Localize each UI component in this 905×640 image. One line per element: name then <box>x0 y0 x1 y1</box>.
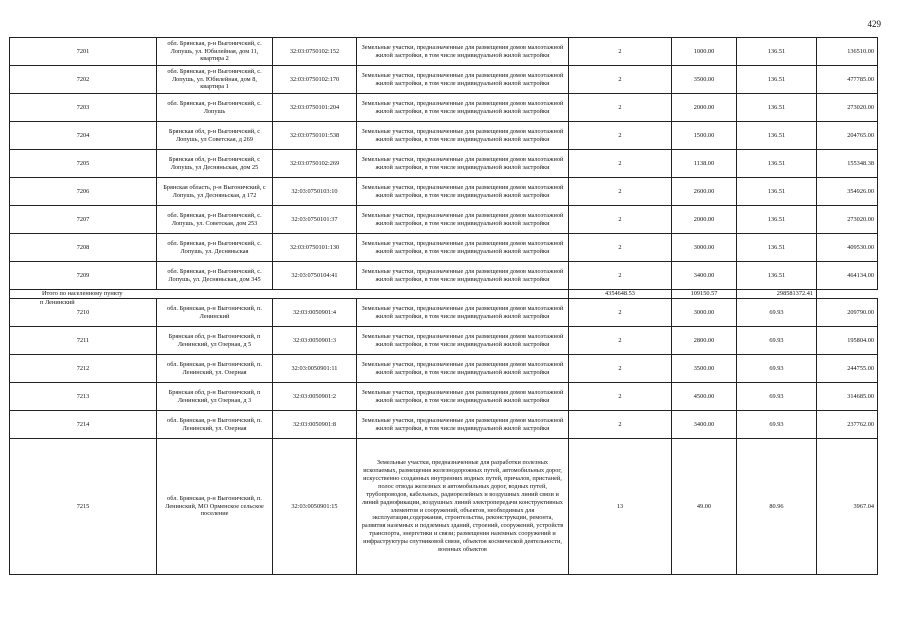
row-rate: 136.51 <box>737 94 817 122</box>
row-cadastral-number: 32:03:0750104:41 <box>273 262 357 290</box>
row-value: 155348.38 <box>817 150 878 178</box>
row-category: 2 <box>569 150 672 178</box>
row-rate: 136.51 <box>737 150 817 178</box>
row-land-use: Земельные участки, предназначенные для размещения домов малоэтажной жилой застройки, в том числе индивидуальной жилой застройки <box>357 94 569 122</box>
row-number: 7202 <box>10 66 157 94</box>
row-category: 2 <box>569 178 672 206</box>
row-number-text: 7210 <box>76 308 90 316</box>
row-area: 3500.00 <box>672 66 737 94</box>
table-row <box>10 234 878 262</box>
row-land-use: Земельные участки, предназначенные для размещения домов малоэтажной жилой застройки, в том числе индивидуальной жилой застройки <box>357 234 569 262</box>
row-address: Брянская обл, р-н Выгоничский, п Ленинский, ул Озерная, д 3 <box>157 383 273 411</box>
row-cadastral-number: 32:03:0750101:130 <box>273 234 357 262</box>
row-cadastral-number: 32:03:0050901:3 <box>273 327 357 355</box>
row-number: 7207 <box>10 206 157 234</box>
row-cadastral-number: 32:03:0050901:2 <box>273 383 357 411</box>
row-area: 1138.00 <box>672 150 737 178</box>
row-area: 49.00 <box>672 439 737 575</box>
row-land-use: Земельные участки, предназначенные для размещения домов малоэтажной жилой застройки, в том числе индивидуальной жилой застройки <box>357 206 569 234</box>
row-category: 2 <box>569 411 672 439</box>
subtotal-label: Итого по населенному пункту <box>10 290 569 299</box>
table-row <box>10 327 878 355</box>
row-number: 7206 <box>10 178 157 206</box>
row-value: 204765.00 <box>817 122 878 150</box>
table-row <box>10 439 878 575</box>
table-row <box>10 94 878 122</box>
row-land-use: Земельные участки, предназначенные для размещения домов малоэтажной жилой застройки, в том числе индивидуальной жилой застройки <box>357 178 569 206</box>
row-address: обл. Брянская, р-н Выгоничский, с. Лопушь, ул. Советская, дом 253 <box>157 206 273 234</box>
row-area: 3400.00 <box>672 262 737 290</box>
row-number: 7205 <box>10 150 157 178</box>
table-row <box>10 411 878 439</box>
row-address: Брянская обл, р-н Выгоничский, с Лопушь, ул Советская, д 269 <box>157 122 273 150</box>
row-number: 7208 <box>10 234 157 262</box>
row-category: 2 <box>569 355 672 383</box>
row-area: 2800.00 <box>672 327 737 355</box>
row-rate: 136.51 <box>737 262 817 290</box>
row-number: 7203 <box>10 94 157 122</box>
subtotal-value: 298581372.41 <box>737 290 817 299</box>
row-address: обл. Брянская, р-н Выгоничский, п. Ленинский, ул. Озерная <box>157 355 273 383</box>
cadastral-table <box>9 37 878 575</box>
row-rate: 69.93 <box>737 383 817 411</box>
row-address: обл. Брянская, р-н Выгоничский, с. Лопушь, ул. Юбилейная, дом 11, квартира 2 <box>157 38 273 66</box>
row-category: 2 <box>569 299 672 327</box>
row-address: обл. Брянская, р-н Выгоничский, с. Лопушь <box>157 94 273 122</box>
row-rate: 136.51 <box>737 38 817 66</box>
row-value: 209790.00 <box>817 299 878 327</box>
row-category: 2 <box>569 234 672 262</box>
row-area: 2000.00 <box>672 206 737 234</box>
row-value: 464134.00 <box>817 262 878 290</box>
row-land-use: Земельные участки, предназначенные для размещения домов малоэтажной жилой застройки, в том числе индивидуальной жилой застройки <box>357 383 569 411</box>
locality-group-label: п Ленинский <box>40 299 75 306</box>
row-area: 2000.00 <box>672 94 737 122</box>
row-rate: 136.51 <box>737 206 817 234</box>
row-number <box>10 299 157 327</box>
row-cadastral-number: 32:03:0750102:170 <box>273 66 357 94</box>
row-number: 7213 <box>10 383 157 411</box>
row-cadastral-number: 32:03:0050901:15 <box>273 439 357 575</box>
row-area: 3000.00 <box>672 234 737 262</box>
row-address: обл. Брянская, р-н Выгоничский, п. Ленинский, ул. Озерная <box>157 411 273 439</box>
row-value: 244755.00 <box>817 355 878 383</box>
row-value: 477785.00 <box>817 66 878 94</box>
row-category: 2 <box>569 122 672 150</box>
row-address: Брянская область, р-н Выгоничский, с Лопушь, ул Десняньская, д 172 <box>157 178 273 206</box>
subtotal-row <box>10 290 878 299</box>
row-address: Брянская обл, р-н Выгоничский, п Ленинский, ул Озерная, д 5 <box>157 327 273 355</box>
row-area: 3400.00 <box>672 411 737 439</box>
row-land-use: Земельные участки, предназначенные для размещения домов малоэтажной жилой застройки, в том числе индивидуальной жилой застройки <box>357 355 569 383</box>
row-cadastral-number: 32:03:0750101:37 <box>273 206 357 234</box>
row-cadastral-number: 32:03:0750101:204 <box>273 94 357 122</box>
row-cadastral-number: 32:03:0750103:10 <box>273 178 357 206</box>
row-value: 195804.00 <box>817 327 878 355</box>
row-land-use: Земельные участки, предназначенные для размещения домов малоэтажной жилой застройки, в том числе индивидуальной жилой застройки <box>357 122 569 150</box>
row-address: обл. Брянская, р-н Выгоничский, п. Ленинский <box>157 299 273 327</box>
row-area: 1000.00 <box>672 38 737 66</box>
row-land-use: Земельные участки, предназначенные для размещения домов малоэтажной жилой застройки, в том числе индивидуальной жилой застройки <box>357 262 569 290</box>
subtotal-area: 4354648.53 <box>569 290 672 299</box>
row-value: 136510.00 <box>817 38 878 66</box>
row-rate: 136.51 <box>737 234 817 262</box>
row-address: обл. Брянская, р-н Выгоничский, п. Ленинский, МО Орменское сельское поселение <box>157 439 273 575</box>
table-row <box>10 122 878 150</box>
row-value: 273020.00 <box>817 94 878 122</box>
row-land-use: Земельные участки, предназначенные для размещения домов малоэтажной жилой застройки, в том числе индивидуальной жилой застройки <box>357 327 569 355</box>
table-row <box>10 299 878 327</box>
table-row <box>10 150 878 178</box>
row-area: 1500.00 <box>672 122 737 150</box>
row-number: 7214 <box>10 411 157 439</box>
row-category: 2 <box>569 206 672 234</box>
row-area: 3000.00 <box>672 299 737 327</box>
row-area: 2600.00 <box>672 178 737 206</box>
row-land-use: Земельные участки, предназначенные для размещения домов малоэтажной жилой застройки, в том числе индивидуальной жилой застройки <box>357 411 569 439</box>
row-value: 354926.00 <box>817 178 878 206</box>
row-category: 2 <box>569 383 672 411</box>
row-value: 273020.00 <box>817 206 878 234</box>
row-rate: 136.51 <box>737 66 817 94</box>
row-rate: 69.93 <box>737 327 817 355</box>
row-value: 3967.04 <box>817 439 878 575</box>
row-rate: 69.93 <box>737 411 817 439</box>
row-land-use: Земельные участки, предназначенные для размещения домов малоэтажной жилой застройки, в том числе индивидуальной жилой застройки <box>357 150 569 178</box>
row-category: 13 <box>569 439 672 575</box>
row-cadastral-number: 32:03:0050901:4 <box>273 299 357 327</box>
row-category: 2 <box>569 94 672 122</box>
row-cadastral-number: 32:03:0050901:8 <box>273 411 357 439</box>
row-rate: 136.51 <box>737 122 817 150</box>
row-land-use: Земельные участки, предназначенные для разработки полезных ископаемых, размещения железнодорожных путей, автомобильных дорог, искусственно созданных внутренних водных путей, причалов, пристаней, полос отвода железных и автомобильных дорог, водных путей, трубопроводов, кабельных, радиорелейных и воздушных линий связи и линий радиофикации, воздушных линий электропередачи конструктивных элементов и сооружений, объектов, необходимых для эксплуатации,содержания, строительства, реконструкции, ремонта, развития наземных и подземных зданий, строений, сооружений, устройств транспорта, энергетики и связи; размещения наземных сооружений и инфраструктуры спутниковой связи, объектов космической деятельности, военных объектов <box>357 439 569 575</box>
row-number: 7209 <box>10 262 157 290</box>
row-land-use: Земельные участки, предназначенные для размещения домов малоэтажной жилой застройки, в том числе индивидуальной жилой застройки <box>357 299 569 327</box>
table-row <box>10 38 878 66</box>
row-category: 2 <box>569 327 672 355</box>
table-row <box>10 206 878 234</box>
row-category: 2 <box>569 66 672 94</box>
page-number: 429 <box>867 19 881 29</box>
row-rate: 69.93 <box>737 299 817 327</box>
subtotal-rate: 109150.57 <box>672 290 737 299</box>
row-address: Брянская обл, р-н Выгоничский, с Лопушь, ул Десняньская, дом 25 <box>157 150 273 178</box>
row-number: 7201 <box>10 38 157 66</box>
row-number: 7212 <box>10 355 157 383</box>
row-number: 7211 <box>10 327 157 355</box>
row-rate: 136.51 <box>737 178 817 206</box>
row-value: 409530.00 <box>817 234 878 262</box>
row-cadastral-number: 32:03:0050901:11 <box>273 355 357 383</box>
row-address: обл. Брянская, р-н Выгоничский, с. Лопушь, ул. Юбилейная, дом 8, квартира 1 <box>157 66 273 94</box>
table-row <box>10 355 878 383</box>
table-row <box>10 383 878 411</box>
row-value: 237762.00 <box>817 411 878 439</box>
row-area: 3500.00 <box>672 355 737 383</box>
table-row <box>10 66 878 94</box>
row-land-use: Земельные участки, предназначенные для размещения домов малоэтажной жилой застройки, в том числе индивидуальной жилой застройки <box>357 38 569 66</box>
row-number: 7204 <box>10 122 157 150</box>
table-row <box>10 178 878 206</box>
row-address: обл. Брянская, р-н Выгоничский, с. Лопушь, ул. Десняньская, дом 345 <box>157 262 273 290</box>
row-cadastral-number: 32:03:0750102:152 <box>273 38 357 66</box>
row-cadastral-number: 32:03:0750102:269 <box>273 150 357 178</box>
table-row <box>10 262 878 290</box>
row-area: 4500.00 <box>672 383 737 411</box>
row-category: 2 <box>569 38 672 66</box>
row-cadastral-number: 32:03:0750101:538 <box>273 122 357 150</box>
row-number: 7215 <box>10 439 157 575</box>
row-land-use: Земельные участки, предназначенные для размещения домов малоэтажной жилой застройки, в том числе индивидуальной жилой застройки <box>357 66 569 94</box>
row-category: 2 <box>569 262 672 290</box>
row-value: 314685.00 <box>817 383 878 411</box>
row-rate: 80.96 <box>737 439 817 575</box>
row-address: обл. Брянская, р-н Выгоничский, с. Лопушь, ул. Десняньская <box>157 234 273 262</box>
row-rate: 69.93 <box>737 355 817 383</box>
